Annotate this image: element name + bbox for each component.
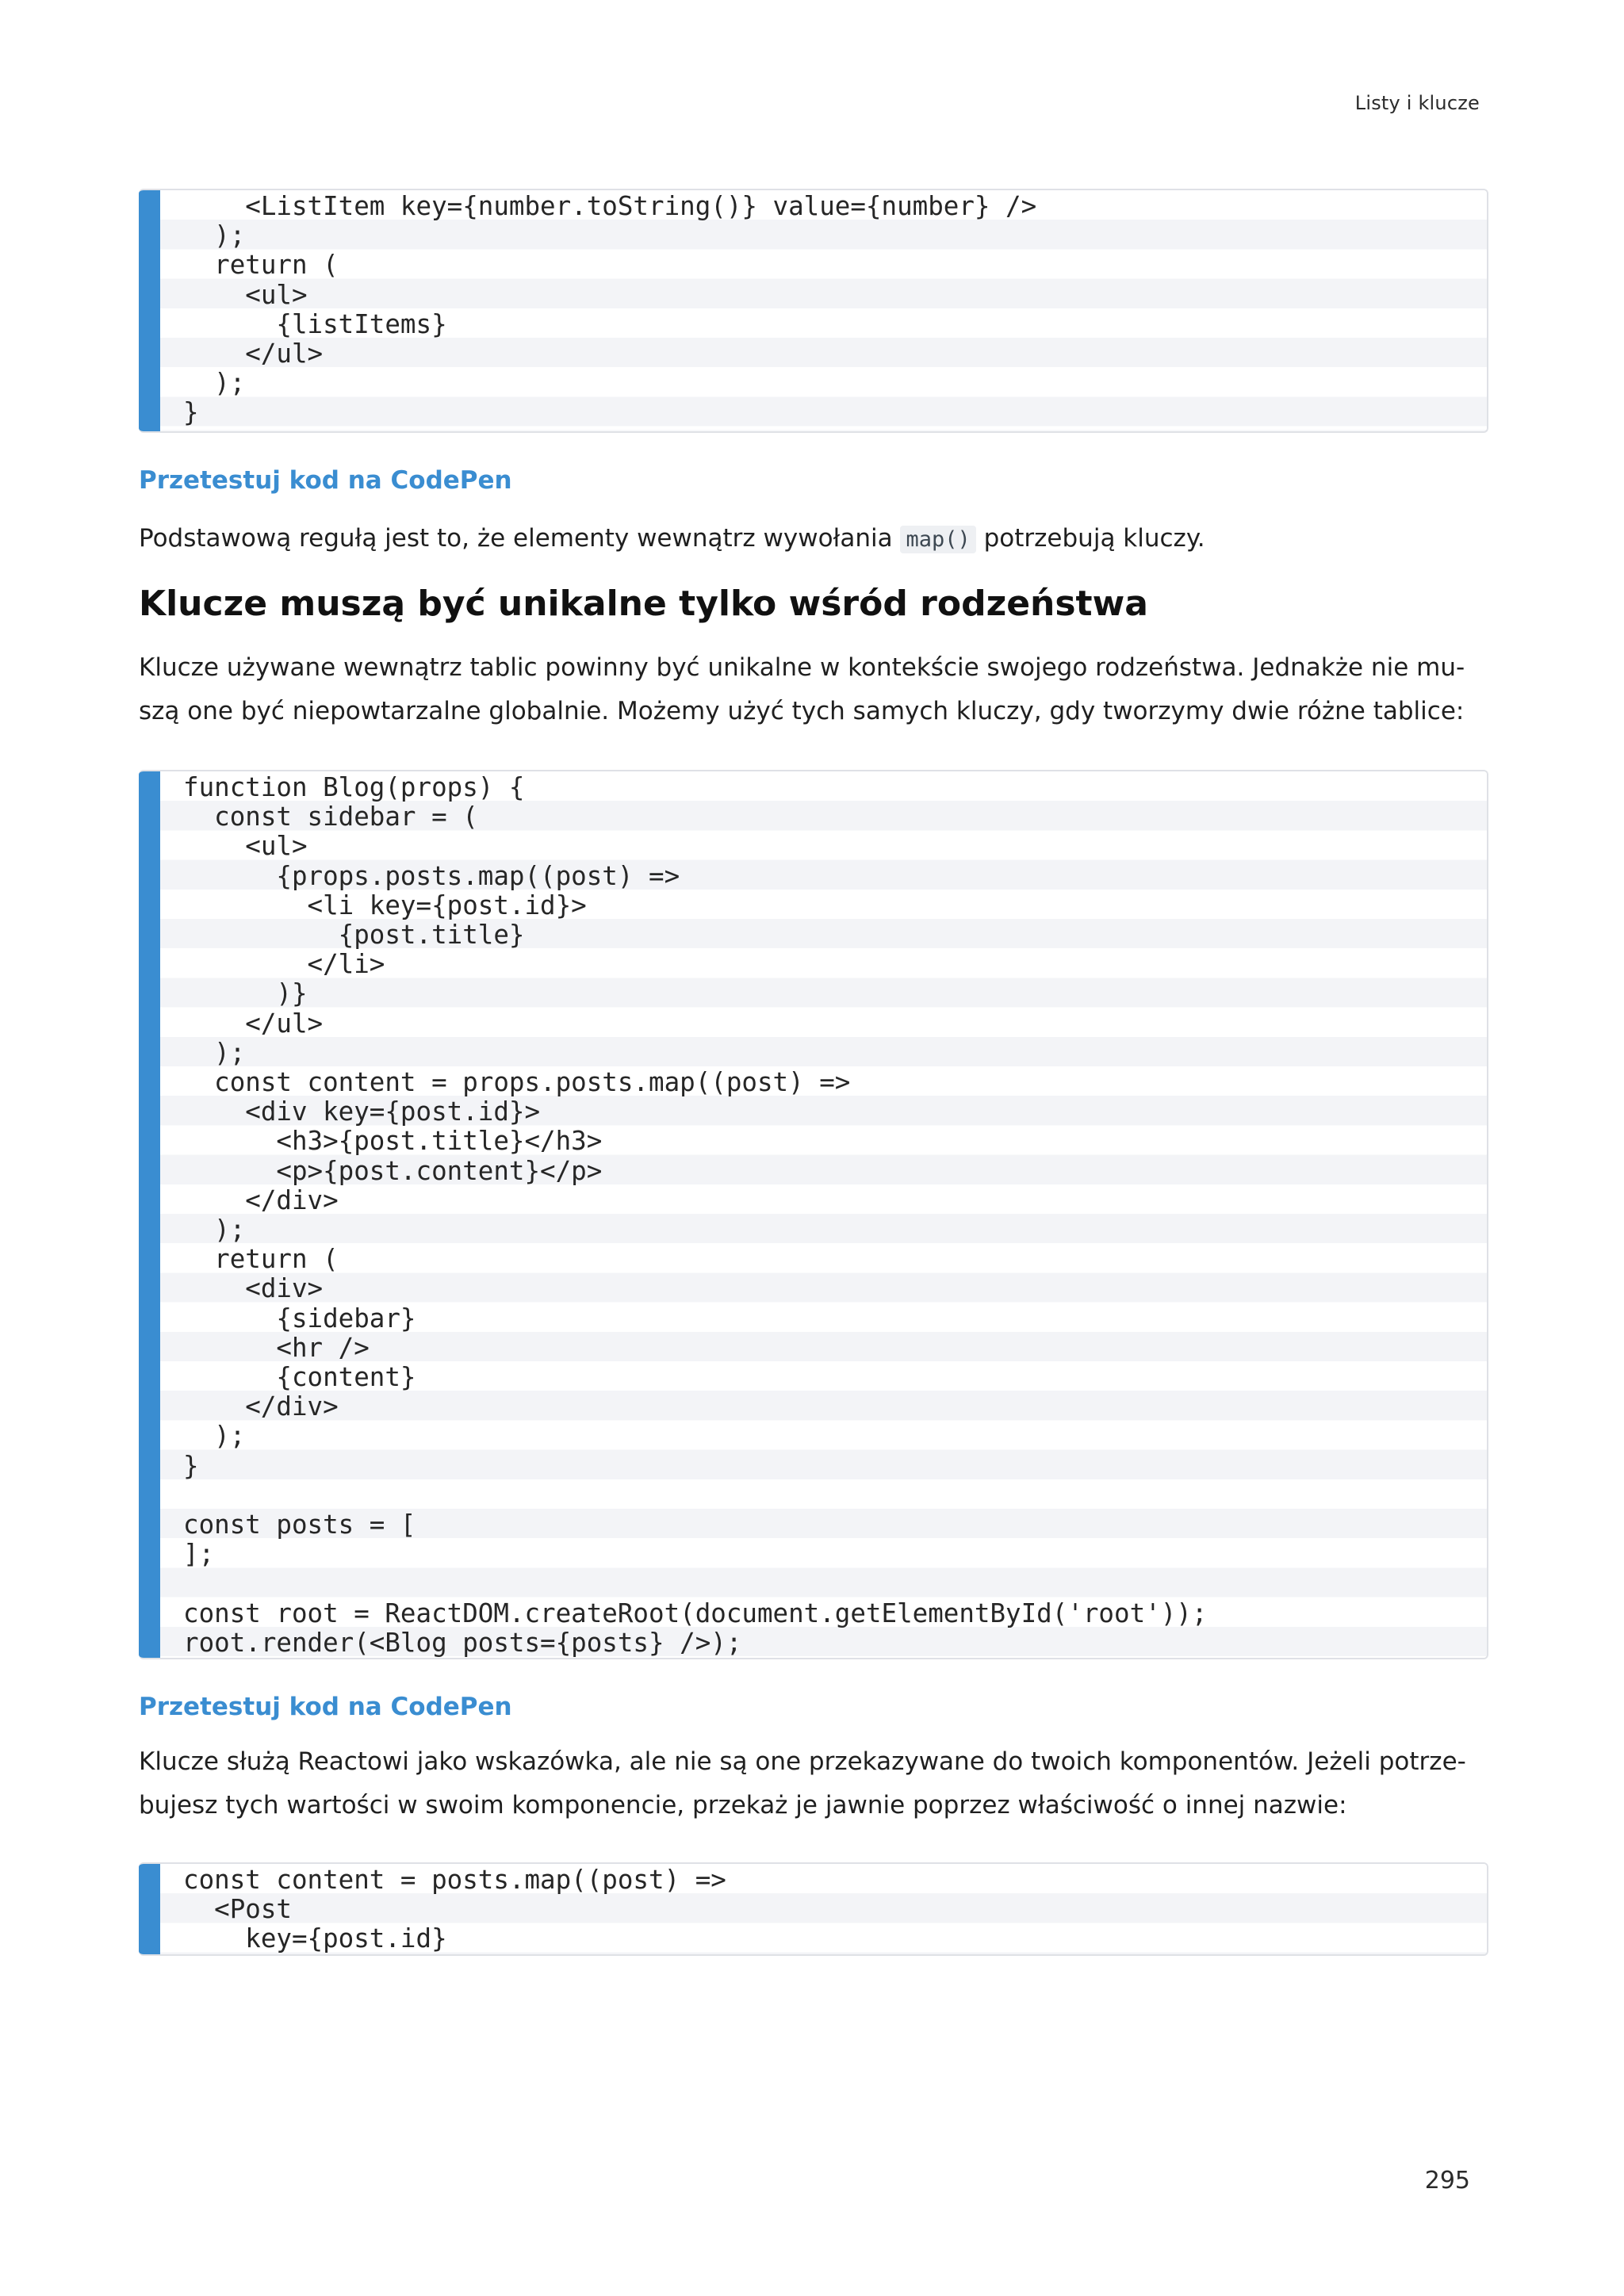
code-block [139, 770, 1488, 1659]
page-content [139, 189, 1488, 1956]
code-listing: const content = posts.map((post) => <Post key={post.id} [139, 1864, 1487, 1956]
code-block-accent-bar [139, 190, 160, 431]
section-heading: Klucze muszą być unikalne tylko wśród rodzeństwa [139, 584, 1148, 624]
codepen-link[interactable]: Przetestuj kod na CodePen [139, 1693, 512, 1721]
code-block [139, 189, 1488, 433]
inline-code: map() [900, 526, 975, 553]
paragraph [139, 517, 1488, 561]
codepen-link[interactable]: Przetestuj kod na CodePen [139, 466, 512, 495]
paragraph-line: Klucze służą Reactowi jako wskazówka, ale nie są one przekazywane do twoich komponentów. Jeżeli potrze- [139, 1747, 1466, 1776]
paragraph-line: szą one być niepowtarzalne globalnie. Możemy użyć tych samych kluczy, gdy tworzymy dwie różne tablice: [139, 697, 1465, 725]
paragraph [139, 1740, 1488, 1827]
paragraph-line: bujesz tych wartości w swoim komponencie, przekaż je jawnie poprzez właściwość o innej nazwie: [139, 1791, 1347, 1820]
page-number: 295 [1424, 2167, 1470, 2195]
paragraph-line: Klucze używane wewnątrz tablic powinny być unikalne w kontekście swojego rodzeństwa. Jednakże nie mu- [139, 653, 1465, 682]
running-header: Listy i klucze [1354, 92, 1480, 114]
code-block-accent-bar [139, 771, 160, 1658]
code-listing: function Blog(props) { const sidebar = ( <ul> {props.posts.map((post) => <li key={post.id}> {post.title} </li> )} </ul> ); const content = props.posts.map((post) => <div key={post.id}> <h3>{post.title}</h3> <p>{post.content}</p> </div> ); return ( <div> {sidebar} <hr /> {content} </div> ); } const posts = [ ]; const root = ReactDOM.createRoot(document.getElementById('root')); root.render(<Blog posts={posts} />); [139, 771, 1487, 1659]
code-block [139, 1862, 1488, 1956]
code-block-accent-bar [139, 1864, 160, 1954]
paragraph-text: Podstawową regułą jest to, że elementy wewnątrz wywołania [139, 524, 901, 553]
paragraph-text: potrzebują kluczy. [975, 524, 1205, 553]
code-listing: <ListItem key={number.toString()} value={number} /> ); return ( <ul> {listItems} </ul> ); } [139, 190, 1487, 430]
paragraph [139, 646, 1488, 733]
